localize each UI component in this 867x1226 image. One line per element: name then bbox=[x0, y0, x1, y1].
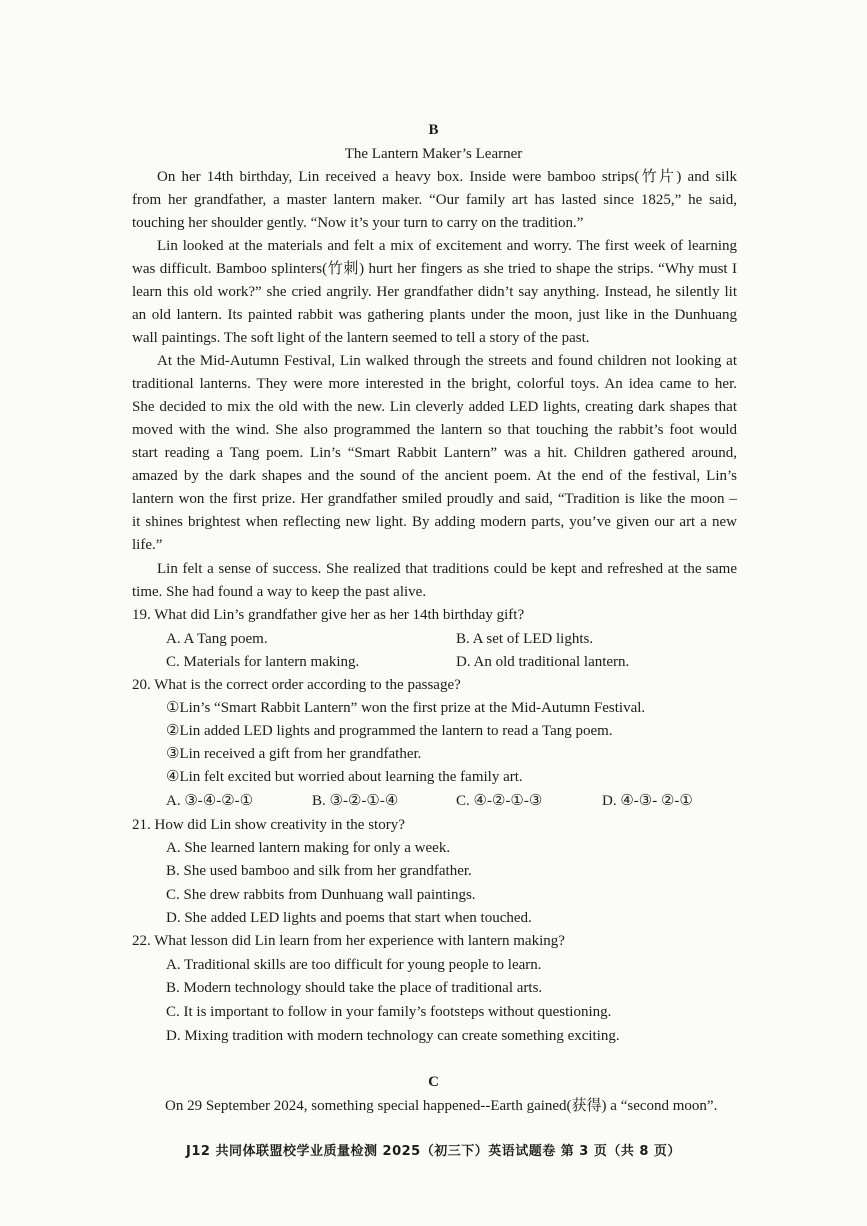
paragraph-3-line: lantern won the first prize. Her grandfather smiled proudly and said, “Tradition is like the moon – bbox=[132, 491, 737, 507]
paragraph-4-line: Lin felt a sense of success. She realized that traditions could be kept and refreshed at the same bbox=[157, 561, 737, 577]
question-20-option-b[interactable]: B. ③-②-①-④ bbox=[312, 793, 399, 809]
question-21-option-d[interactable]: D. She added LED lights and poems that start when touched. bbox=[166, 910, 532, 926]
paragraph-1-line: On her 14th birthday, Lin received a heavy box. Inside were bamboo strips(竹片) and silk bbox=[157, 169, 737, 185]
paragraph-1-line: touching her shoulder gently. “Now it’s your turn to carry on the tradition.” bbox=[132, 215, 584, 231]
question-22-stem: 22. What lesson did Lin learn from her experience with lantern making? bbox=[132, 933, 565, 949]
paragraph-3-line: life.” bbox=[132, 537, 163, 553]
question-19-option-c[interactable]: C. Materials for lantern making. bbox=[166, 654, 360, 670]
question-21-option-a[interactable]: A. She learned lantern making for only a week. bbox=[166, 840, 451, 856]
question-19-option-a[interactable]: A. A Tang poem. bbox=[166, 631, 268, 647]
question-22-option-d[interactable]: D. Mixing tradition with modern technology can create something exciting. bbox=[166, 1028, 620, 1044]
question-20-option-d[interactable]: D. ④-③- ②-① bbox=[602, 793, 693, 809]
question-20-statement-2: ②Lin added LED lights and programmed the lantern to read a Tang poem. bbox=[166, 723, 613, 739]
section-c-paragraph-1: On 29 September 2024, something special happened--Earth gained(获得) a “second moon”. bbox=[165, 1098, 718, 1114]
question-21-option-c[interactable]: C. She drew rabbits from Dunhuang wall paintings. bbox=[166, 887, 476, 903]
question-22-option-c[interactable]: C. It is important to follow in your family’s footsteps without questioning. bbox=[166, 1004, 612, 1020]
question-19-option-b[interactable]: B. A set of LED lights. bbox=[456, 631, 594, 647]
question-22-option-a[interactable]: A. Traditional skills are too difficult for young people to learn. bbox=[166, 957, 542, 973]
paragraph-2-line: was difficult. Bamboo splinters(竹刺) hurt her fingers as she tried to shape the strips. “Why must I bbox=[132, 261, 737, 277]
passage-title: The Lantern Maker’s Learner bbox=[344, 146, 523, 162]
question-20-option-a[interactable]: A. ③-④-②-① bbox=[166, 793, 254, 809]
paragraph-2-line: learn this old work?” she cried angrily. Her grandfather didn’t say anything. Instead, he silently lit bbox=[132, 284, 737, 300]
paragraph-2-line: Lin looked at the materials and felt a mix of excitement and worry. The first week of learning bbox=[157, 238, 737, 254]
question-20-statement-4: ④Lin felt excited but worried about learning the family art. bbox=[166, 769, 523, 785]
question-19-option-d[interactable]: D. An old traditional lantern. bbox=[456, 654, 630, 670]
paragraph-3-line: She decided to mix the old with the new. Lin cleverly added LED lights, creating dark shapes that bbox=[132, 399, 737, 415]
question-20-statement-1: ①Lin’s “Smart Rabbit Lantern” won the first prize at the Mid-Autumn Festival. bbox=[166, 700, 646, 716]
paragraph-3-line: At the Mid-Autumn Festival, Lin walked through the streets and found children not looking at bbox=[157, 353, 737, 369]
paragraph-2-line: wall paintings. The soft light of the lantern seemed to tell a story of the past. bbox=[132, 330, 590, 346]
question-21-option-b[interactable]: B. She used bamboo and silk from her grandfather. bbox=[166, 863, 472, 879]
paragraph-2-line: an old lantern. Its painted rabbit was gathering plants under the moon, just like in the Dunhuang bbox=[132, 307, 737, 323]
question-19-stem: 19. What did Lin’s grandfather give her as her 14th birthday gift? bbox=[132, 607, 525, 623]
paragraph-3-line: moved with the wind. She also programmed the lantern so that touching the rabbit’s foot would bbox=[132, 422, 737, 438]
question-20-statement-3: ③Lin received a gift from her grandfather. bbox=[166, 746, 422, 762]
paragraph-4-line: time. She had found a way to keep the past alive. bbox=[132, 584, 427, 600]
section-c-letter: C bbox=[428, 1074, 439, 1090]
question-20-stem: 20. What is the correct order according to the passage? bbox=[132, 677, 461, 693]
question-21-stem: 21. How did Lin show creativity in the story? bbox=[132, 817, 405, 833]
paragraph-1-line: from her grandfather, a master lantern maker. “Our family art has lasted since 1825,” he said, bbox=[132, 192, 737, 208]
page-footer: J12 共同体联盟校学业质量检测 2025（初三下）英语试题卷 第 3 页（共 8 页） bbox=[186, 1144, 681, 1159]
paragraph-3-line: it shines brightest when reflecting new light. By adding modern parts, you’ve given our art a new bbox=[132, 514, 737, 530]
section-b-letter: B bbox=[428, 122, 439, 138]
paragraph-3-line: traditional lanterns. They were more interested in the bright, colorful toys. An idea came to her. bbox=[132, 376, 737, 392]
paragraph-3-line: start reading a Tang poem. Lin’s “Smart Rabbit Lantern” was a hit. Children gathered around, bbox=[132, 445, 737, 461]
question-22-option-b[interactable]: B. Modern technology should take the place of traditional arts. bbox=[166, 980, 543, 996]
paragraph-3-line: amazed by the dark shapes and the sound of the ancient poem. At the end of the festival, Lin’s bbox=[132, 468, 737, 484]
question-20-option-c[interactable]: C. ④-②-①-③ bbox=[456, 793, 543, 809]
